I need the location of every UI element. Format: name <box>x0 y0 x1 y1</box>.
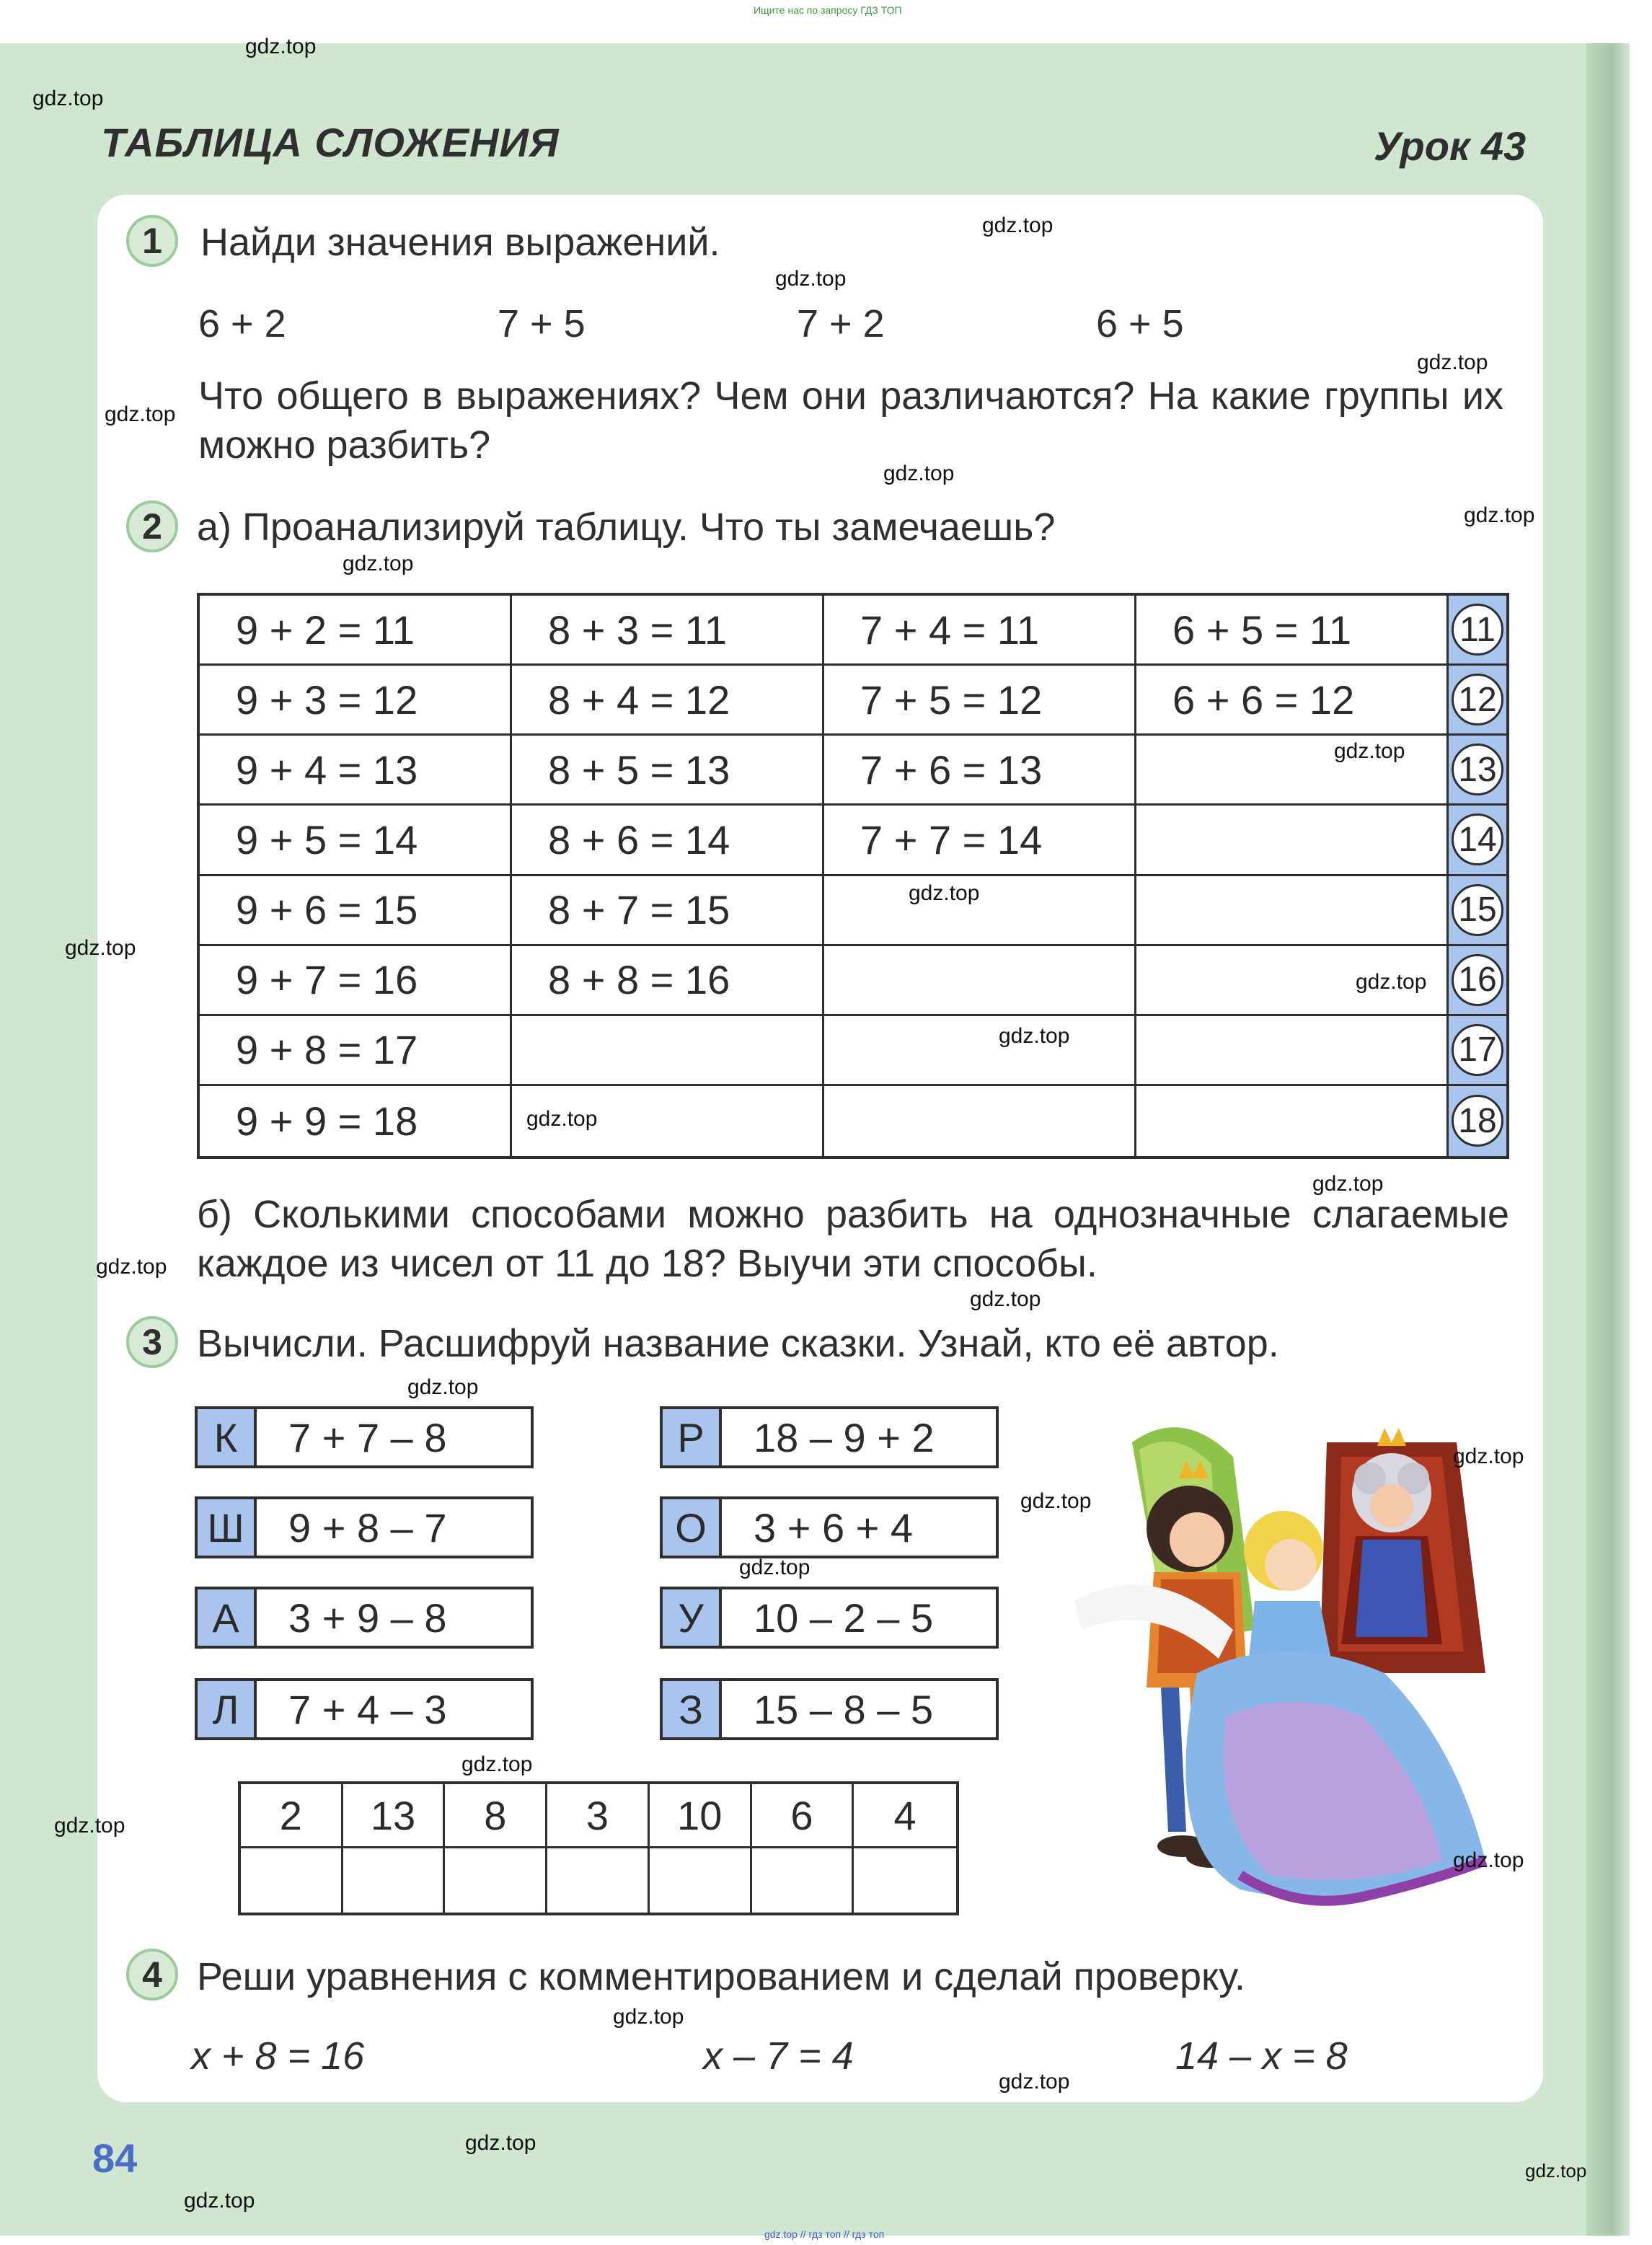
code-number: 13 <box>343 1784 446 1848</box>
watermark: gdz.top <box>526 1107 598 1131</box>
cipher-expression: 15 – 8 – 5 <box>754 1686 934 1732</box>
sum-value: 18 <box>1452 1095 1503 1147</box>
answer-cell[interactable] <box>547 1848 650 1913</box>
cipher-box <box>660 1406 999 1468</box>
table-cell: 9 + 4 = 13 <box>200 736 512 806</box>
cipher-box <box>195 1678 534 1740</box>
cipher-letter: Л <box>198 1681 257 1737</box>
equation-3: 14 – x = 8 <box>1175 2034 1348 2078</box>
table-cell: 8 + 6 = 14 <box>512 806 824 875</box>
table-cell: 7 + 5 = 12 <box>824 666 1136 736</box>
sum-marker <box>1449 596 1506 666</box>
cipher-letter: К <box>198 1409 257 1465</box>
task-1-expression: 7 + 2 <box>797 302 885 345</box>
sum-value: 13 <box>1452 744 1503 795</box>
cipher-expression: 7 + 4 – 3 <box>288 1686 447 1732</box>
table-cell: 9 + 5 = 14 <box>200 806 512 875</box>
cipher-box <box>660 1496 999 1558</box>
watermark: gdz.top <box>245 35 317 58</box>
watermark: gdz.top <box>1417 350 1488 374</box>
cipher-expression: 7 + 7 – 8 <box>288 1414 447 1460</box>
code-number: 3 <box>547 1784 650 1848</box>
addition-table <box>197 593 1509 1159</box>
sum-value: 17 <box>1452 1024 1503 1076</box>
watermark: gdz.top <box>1334 739 1405 763</box>
answer-cell[interactable] <box>854 1848 956 1913</box>
table-cell: 9 + 2 = 11 <box>200 596 512 666</box>
task-1-expression: 6 + 2 <box>198 302 286 345</box>
task-2-number: 2 <box>126 500 178 552</box>
watermark: gdz.top <box>909 881 980 905</box>
table-cell: 9 + 3 = 12 <box>200 666 512 736</box>
watermark: gdz.top <box>970 1287 1041 1311</box>
cipher-letter: Р <box>663 1409 722 1465</box>
sum-value: 16 <box>1452 954 1503 1006</box>
bottom-note: gdz.top // гдз топ // гдз топ <box>764 2228 885 2240</box>
cipher-letter: З <box>663 1681 722 1737</box>
code-number: 8 <box>445 1784 547 1848</box>
table-cell: 8 + 5 = 13 <box>512 736 824 806</box>
task-1-heading: Найди значения выражений. <box>200 221 720 264</box>
task-2a-text: а) Проанализируй таблицу. Что ты замечаешь? <box>197 506 1056 549</box>
table-cell <box>1136 1086 1449 1156</box>
table-cell <box>1136 806 1449 875</box>
table-cell: 9 + 7 = 16 <box>200 946 512 1016</box>
watermark: gdz.top <box>999 2070 1070 2094</box>
watermark: gdz.top <box>1356 970 1427 994</box>
watermark: gdz.top <box>1525 2160 1587 2182</box>
watermark: gdz.top <box>461 1752 533 1776</box>
watermark: gdz.top <box>465 2131 536 2155</box>
lesson-label: Урок 43 <box>1374 123 1527 169</box>
task-4-number: 4 <box>126 1949 178 2001</box>
code-number: 4 <box>854 1784 956 1848</box>
task-4-heading: Реши уравнения с комментированием и сделай проверку. <box>197 1955 1245 1998</box>
answer-cell[interactable] <box>650 1848 752 1913</box>
watermark: gdz.top <box>1464 503 1535 527</box>
cipher-letter: О <box>663 1499 722 1556</box>
page-title: ТАБЛИЦА СЛОЖЕНИЯ <box>101 120 560 165</box>
sum-value: 15 <box>1452 884 1503 936</box>
cipher-box <box>195 1587 534 1649</box>
table-cell: 9 + 8 = 17 <box>200 1016 512 1086</box>
sum-marker <box>1449 1016 1506 1086</box>
sum-marker <box>1449 946 1506 1016</box>
watermark: gdz.top <box>32 87 104 110</box>
page-number: 84 <box>92 2135 138 2181</box>
table-cell: 6 + 6 = 12 <box>1136 666 1449 736</box>
table-cell <box>824 1086 1136 1156</box>
watermark: gdz.top <box>1312 1172 1384 1196</box>
table-cell <box>824 946 1136 1016</box>
task-1-expression: 6 + 5 <box>1096 302 1184 345</box>
table-cell: 8 + 8 = 16 <box>512 946 824 1016</box>
equation-2: x – 7 = 4 <box>703 2034 854 2078</box>
watermark: gdz.top <box>105 402 176 426</box>
decode-grid <box>238 1781 959 1915</box>
task-1-number: 1 <box>126 215 178 267</box>
table-cell: 6 + 5 = 11 <box>1136 596 1449 666</box>
fairy-tale-illustration <box>1053 1413 1558 1918</box>
sum-value: 14 <box>1452 813 1503 865</box>
cipher-box <box>195 1496 534 1558</box>
watermark: gdz.top <box>1453 1445 1524 1468</box>
table-cell: 8 + 3 = 11 <box>512 596 824 666</box>
watermark: gdz.top <box>739 1556 810 1579</box>
cipher-expression: 9 + 8 – 7 <box>288 1504 447 1551</box>
watermark: gdz.top <box>1453 1848 1524 1872</box>
task-3-number: 3 <box>126 1316 178 1368</box>
task-1-question: Что общего в выражениях? Чем они различаются? На какие группы их можно разбить? <box>198 374 1503 467</box>
sum-marker <box>1449 876 1506 946</box>
code-number: 6 <box>752 1784 854 1848</box>
table-cell: 7 + 4 = 11 <box>824 596 1136 666</box>
sum-value: 11 <box>1452 604 1503 656</box>
page-edge <box>1586 43 1630 2236</box>
sum-marker <box>1449 1086 1506 1156</box>
table-cell: 7 + 6 = 13 <box>824 736 1136 806</box>
watermark: gdz.top <box>613 2005 684 2029</box>
cipher-box <box>195 1406 534 1468</box>
cipher-box <box>660 1587 999 1649</box>
answer-cell[interactable] <box>343 1848 446 1913</box>
cipher-expression: 3 + 6 + 4 <box>754 1504 914 1551</box>
table-cell: 9 + 6 = 15 <box>200 876 512 946</box>
table-cell <box>1136 876 1449 946</box>
table-cell <box>512 1016 824 1086</box>
task-3-heading: Вычисли. Расшифруй название сказки. Узнай, кто её автор. <box>197 1322 1279 1365</box>
watermark: gdz.top <box>999 1024 1070 1048</box>
task-1-expression: 7 + 5 <box>498 302 586 345</box>
table-cell: 8 + 4 = 12 <box>512 666 824 736</box>
sum-marker <box>1449 806 1506 875</box>
code-number: 2 <box>241 1784 343 1848</box>
watermark: gdz.top <box>407 1375 479 1399</box>
watermark: gdz.top <box>54 1814 125 1838</box>
answer-cell[interactable] <box>241 1848 343 1913</box>
table-cell: 9 + 9 = 18 <box>200 1086 512 1156</box>
cipher-letter: У <box>663 1589 722 1646</box>
table-cell <box>1136 1016 1449 1086</box>
code-number: 10 <box>650 1784 752 1848</box>
watermark: gdz.top <box>65 936 136 960</box>
watermark: gdz.top <box>982 213 1054 237</box>
sum-marker <box>1449 666 1506 736</box>
sum-marker <box>1449 736 1506 806</box>
watermark: gdz.top <box>775 267 847 291</box>
equation-1: x + 8 = 16 <box>191 2034 365 2078</box>
table-cell <box>824 1016 1136 1086</box>
table-cell <box>824 876 1136 946</box>
sum-value: 12 <box>1452 674 1503 725</box>
answer-cell[interactable] <box>752 1848 854 1913</box>
cipher-expression: 3 + 9 – 8 <box>288 1595 447 1641</box>
cipher-box <box>660 1678 999 1740</box>
cipher-expression: 10 – 2 – 5 <box>754 1595 934 1641</box>
top-note: Ищите нас по запросу ГДЗ ТОП <box>754 4 902 16</box>
watermark: gdz.top <box>184 2189 255 2213</box>
watermark: gdz.top <box>883 462 955 485</box>
watermark: gdz.top <box>1020 1489 1092 1513</box>
cipher-letter: Ш <box>198 1499 257 1556</box>
table-cell: 8 + 7 = 15 <box>512 876 824 946</box>
task-2b-text: б) Сколькими способами можно разбить на однозначные слагаемые каждое из чисел от 11 до 18? Выучи эти способы. <box>197 1193 1509 1285</box>
watermark: gdz.top <box>343 552 414 575</box>
cipher-letter: А <box>198 1589 257 1646</box>
answer-cell[interactable] <box>445 1848 547 1913</box>
cipher-expression: 18 – 9 + 2 <box>754 1414 935 1460</box>
table-cell: 7 + 7 = 14 <box>824 806 1136 875</box>
watermark: gdz.top <box>96 1255 167 1279</box>
